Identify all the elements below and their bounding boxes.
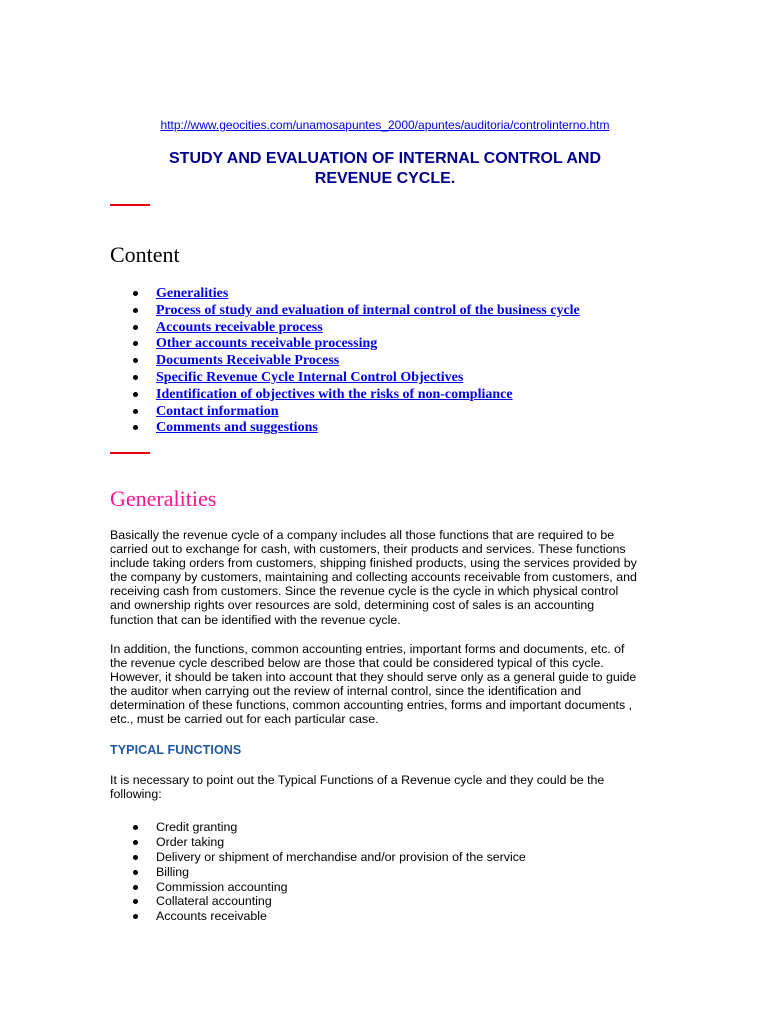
function-item: Delivery or shipment of merchandise and/or provision of the service [110, 850, 526, 865]
section-divider [110, 204, 150, 206]
toc-link-process-study-evaluation[interactable]: Process of study and evaluation of internal control of the business cycle [156, 302, 580, 318]
text-line: the company by customers, maintaining and collecting accounts receivable from customers, and [110, 570, 637, 585]
toc-item [110, 403, 580, 420]
function-item: Credit granting [110, 820, 526, 835]
generalities-paragraph-2 [110, 642, 670, 727]
typical-functions-intro [110, 773, 670, 801]
text-line: the revenue cycle described below are those that could be considered typical of this cycle. [110, 656, 604, 671]
text-line: carried out to exchange for cash, with customers, their products and services. These functions [110, 542, 626, 557]
toc-link-other-accounts-receivable[interactable]: Other accounts receivable processing [156, 336, 378, 352]
toc-link-contact-information[interactable]: Contact information [156, 403, 279, 419]
toc-link-accounts-receivable-process[interactable]: Accounts receivable process [156, 319, 323, 335]
text-line: receiving cash from customers. Since the revenue cycle is the cycle in which physical control [110, 584, 619, 599]
text-line: function that can be identified with the revenue cycle. [110, 612, 401, 627]
toc-item [110, 386, 580, 403]
toc-link-comments-suggestions[interactable]: Comments and suggestions [156, 420, 318, 436]
toc-item [110, 319, 580, 336]
text-line: following: [110, 787, 162, 802]
function-item: Billing [110, 865, 526, 880]
title-line-1: STUDY AND EVALUATION OF INTERNAL CONTROL AND [169, 150, 601, 167]
text-line: Basically the revenue cycle of a company includes all those functions that are required to be [110, 528, 615, 542]
source-url-link[interactable]: http://www.geocities.com/unamosapuntes_2000/apuntes/auditoria/controlinterno.htm [160, 118, 610, 132]
toc-item [110, 285, 580, 302]
text-line: In addition, the functions, common accounting entries, important forms and documents, etc. of [110, 642, 625, 656]
toc-item [110, 369, 580, 386]
function-item: Collateral accounting [110, 894, 526, 909]
function-item: Order taking [110, 835, 526, 850]
section-divider [110, 452, 150, 454]
function-item: Commission accounting [110, 880, 526, 895]
content-heading: Content [110, 242, 180, 267]
typical-functions-list [110, 820, 526, 924]
text-line: However, it should be taken into account that they should serve only as a general guide to guide [110, 670, 637, 685]
text-line: and ownership rights over resources are sold, determining cost of sales is an accounting [110, 598, 595, 613]
toc-link-internal-control-objectives[interactable]: Specific Revenue Cycle Internal Control Objectives [156, 369, 464, 385]
text-line: It is necessary to point out the Typical Functions of a Revenue cycle and they could be the [110, 773, 605, 787]
generalities-heading: Generalities [110, 486, 217, 511]
toc-link-identification-of-objectives[interactable]: Identification of objectives with the risks of non-compliance [156, 386, 513, 402]
toc-link-documents-receivable[interactable]: Documents Receivable Process [156, 353, 340, 369]
text-line: etc., must be carried out for each particular case. [110, 712, 379, 727]
table-of-contents [110, 285, 580, 436]
toc-item [110, 419, 580, 436]
typical-functions-heading: TYPICAL FUNCTIONS [110, 743, 242, 757]
document-title [110, 149, 660, 189]
text-line: determination of these functions, common accounting entries, forms and important documents , [110, 698, 633, 713]
toc-item [110, 352, 580, 369]
toc-item [110, 335, 580, 352]
title-line-2: REVENUE CYCLE. [314, 170, 456, 187]
function-item: Accounts receivable [110, 909, 526, 924]
generalities-paragraph-1 [110, 528, 670, 627]
toc-item [110, 302, 580, 319]
text-line: include taking orders from customers, shipping finished products, using the services provided by [110, 556, 637, 571]
toc-link-generalities[interactable]: Generalities [156, 286, 229, 301]
text-line: the auditor when carrying out the review of internal control, since the identification and [110, 684, 582, 699]
